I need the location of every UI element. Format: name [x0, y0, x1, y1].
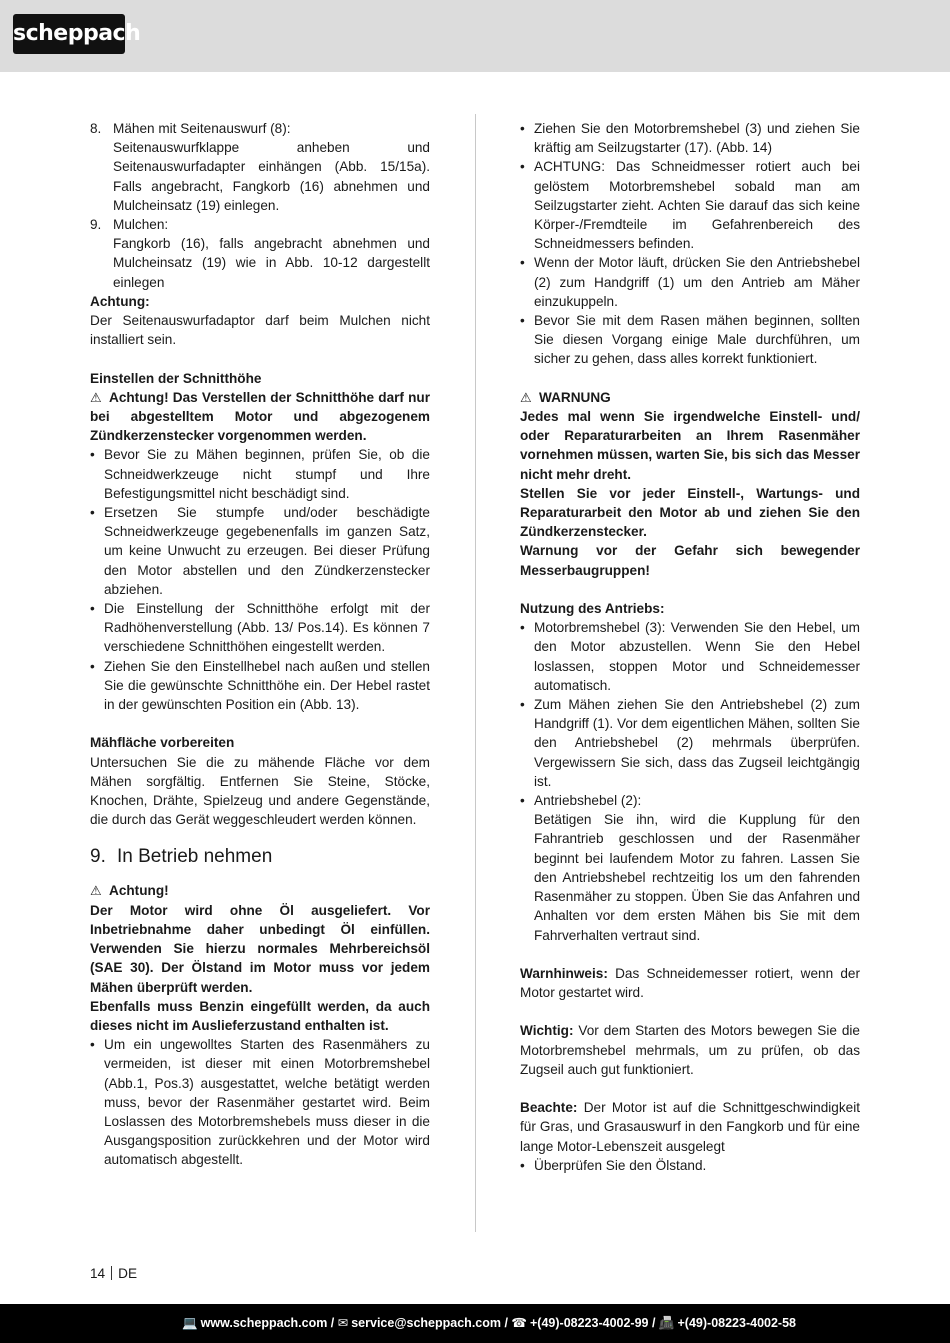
list-item-9: 9. Mulchen: Fangkorb (16), falls angebracht abnehmen und Mulcheinsatz (19) wie in Abb. 10-12 dargestellt einlegen: [90, 215, 430, 292]
list-item: • Wenn der Motor läuft, drücken Sie den Antriebshebel (2) zum Handgriff (1) um den Antrieb am Mäher einzukuppeln.: [520, 253, 860, 311]
list-item: • Ziehen Sie den Motorbremshebel (3) und ziehen Sie kräftig am Seilzugstarter (17). (Abb. 14): [520, 119, 860, 157]
warnung-heading: ⚠ WARNUNG: [520, 388, 860, 407]
computer-icon: 💻: [182, 1316, 198, 1330]
operation-list: [90, 1035, 430, 1169]
scheppach-logo: scheppach: [13, 14, 125, 54]
mow-area-heading: Mähfläche vorbereiten: [90, 735, 235, 751]
oil-notice: Der Motor wird ohne Öl ausgeliefert. Vor Inbetriebnahme daher unbedingt Öl einfüllen. Verwenden Sie hierzu normales Mehrbereichsöl (SAE 30). Der Ölstand im Motor muss vor jedem Mähen überprüft werden.: [90, 902, 430, 995]
start-list: [520, 119, 860, 369]
list-item: • Ziehen Sie den Einstellhebel nach außen und stellen Sie die gewünschte Schnitthöhe ein. Der Hebel rastet in der gewünschten Position ein (Abb. 13).: [90, 657, 430, 715]
item-title: Mulchen:: [113, 217, 169, 233]
cut-height-list: [90, 445, 430, 714]
list-item: • ACHTUNG: Das Schneidmesser rotiert auch bei gelöstem Motorbremshebel sobald man am Seilzugstarter zieht. Achten Sie darauf das sich keine Körper-/Fremdteile im Gefahrenbereich des Schneidmessers befinden.: [520, 157, 860, 253]
footer-contact: 💻 www.scheppach.com / ✉ service@scheppach.com / ☎ +(49)-08223-4002-99 / 📠 +(49)-08223-4002-58: [182, 1304, 796, 1343]
header-band: [0, 0, 950, 72]
list-item: • Antriebshebel (2): Betätigen Sie ihn, wird die Kupplung für den Fahrantrieb geschlossen und der Rasenmäher beginnt bei laufendem Motor zu fahren. Lassen Sie den Antriebshebel rechtzeitig los um den fahrenden Rasenmäher zu stoppen. Üben Sie das Anfahren und Anhalten vor dem ersten Mähen bis Sie mit dem Fahrverhalten vertraut sind.: [520, 791, 860, 945]
warnung-text-3: Warnung vor der Gefahr sich bewegender Messerbaugruppen!: [520, 543, 860, 578]
warning-triangle-icon: ⚠: [90, 389, 102, 405]
cut-height-warning: ⚠ Achtung! Das Verstellen der Schnitthöhe darf nur bei abgestelltem Motor und abgezogenem Zündkerzenstecker vorgenommen werden.: [90, 389, 430, 444]
achtung-label: Achtung:: [90, 293, 150, 309]
achtung-text: Der Seitenauswurfadaptor darf beim Mulchen nicht installiert sein.: [90, 313, 430, 348]
warnung-text-2: Stellen Sie vor jeder Einstell-, Wartungs- und Reparaturarbeit den Motor ab und ziehen Sie den Zündkerzenstecker.: [520, 485, 860, 540]
operation-achtung: ⚠ Achtung!: [90, 881, 430, 900]
section-heading: 9. In Betrieb nehmen: [90, 846, 273, 868]
item-text: Fangkorb (16), falls angebracht abnehmen und Mulcheinsatz (19) wie in Abb. 10-12 dargestellt einlegen: [113, 236, 430, 290]
warnhinweis: Warnhinweis: Das Schneidemesser rotiert, wenn der Motor gestartet wird.: [520, 965, 860, 1001]
list-item: • Motorbremshebel (3): Verwenden Sie den Hebel, um den Motor abzustellen. Wenn Sie den Hebel loslassen, stoppen Motor und Schneidemesser automatisch.: [520, 618, 860, 695]
right-column: [520, 119, 860, 1175]
warning-triangle-icon: ⚠: [520, 389, 532, 405]
warning-triangle-icon: ⚠: [90, 883, 102, 899]
drive-heading: Nutzung des Antriebs:: [520, 601, 665, 617]
left-column: [90, 119, 430, 1170]
wichtig: Wichtig: Vor dem Starten des Motors bewegen Sie die Motorbremshebel mehrmals, um zu prüfen, ob das Zugseil auch gut funktioniert.: [520, 1023, 860, 1077]
mail-icon: ✉: [337, 1316, 349, 1330]
note-list: [520, 1156, 860, 1175]
cut-height-heading: Einstellen der Schnitthöhe: [90, 370, 262, 386]
fax-icon: 📠: [658, 1316, 675, 1330]
website-link[interactable]: www.scheppach.com: [200, 1316, 328, 1330]
list-item: • Überprüfen Sie den Ölstand.: [520, 1156, 860, 1175]
fax-number: +(49)-08223-4002-58: [677, 1316, 796, 1330]
list-item: • Um ein ungewolltes Starten des Rasenmähers zu vermeiden, ist dieser mit einen Motorbremshebel (Abb.1, Pos.3) ausgestattet, welche betätigt werden muss, bevor der Rasenmäher gestartet wird. Beim Loslassen des Motorbremshebels muss dieser in die Ausgangsposition zurückkehren und der Motor wird automatisch abgestellt.: [90, 1035, 430, 1169]
list-item: • Bevor Sie mit dem Rasen mähen beginnen, sollten Sie diesen Vorgang einige Male durchführen, um sicher zu gehen, dass alles korrekt funktioniert.: [520, 311, 860, 369]
list-item: • Ersetzen Sie stumpfe und/oder beschädigte Schneidwerkzeuge gegebenenfalls im ganzen Satz, um keine Unwucht zu erzeugen. Bei dieser Prüfung den Motor abstellen und den Zündkerzenstecker abziehen.: [90, 503, 430, 599]
list-item: • Bevor Sie zu Mähen beginnen, prüfen Sie, ob die Schneidwerkzeuge nicht stumpf und Ihre Befestigungsmittel nicht beschädigt sind.: [90, 445, 430, 503]
mow-area-text: Untersuchen Sie die zu mähende Fläche vor dem Mähen sorgfältig. Entfernen Sie Steine, Stöcke, Knochen, Drähte, Spielzeug und andere Gegenstände, die durch das Gerät weggeschleudert werden können.: [90, 754, 430, 828]
list-item: • Die Einstellung der Schnitthöhe erfolgt mit der Radhöhenverstellung (Abb. 13/ Pos.14). Es können 7 verschiedene Schnitthöhen eingestellt werden.: [90, 599, 430, 657]
column-divider: [475, 114, 476, 1232]
phone-icon: ☎: [511, 1316, 527, 1330]
drive-list: [520, 618, 860, 944]
email-link[interactable]: service@scheppach.com: [351, 1316, 501, 1330]
phone-number: +(49)-08223-4002-99: [530, 1316, 649, 1330]
list-item: • Zum Mähen ziehen Sie den Antriebshebel (2) zum Handgriff (1). Vor dem eigentlichen Mähen, sollten Sie den Antriebshebel (2) mehrmals überprüfen. Vergewissern Sie sich, dass das Zugseil leichtgängig ist.: [520, 695, 860, 791]
fuel-notice: Ebenfalls muss Benzin eingefüllt werden, da auch dieses nicht im Auslieferzustand enthalten ist.: [90, 998, 430, 1033]
page-number: 14 DE: [90, 1266, 138, 1281]
item-text: Seitenauswurfklappe anheben und Seitenauswurfadapter einhängen (Abb. 15/15a). Falls angebracht, Fangkorb (16) abnehmen und Mulcheinsatz (19) einlegen.: [113, 140, 430, 213]
item-title: Mähen mit Seitenauswurf (8):: [113, 121, 291, 136]
warnung-text-1: Jedes mal wenn Sie irgendwelche Einstell- und/ oder Reparaturarbeiten an Ihrem Rasenmäher vornehmen müssen, warten Sie, bis sich das Messer nicht mehr dreht.: [520, 409, 860, 482]
list-item-8: 8. Mähen mit Seitenauswurf (8): Seitenauswurfklappe anheben und Seitenauswurfadapter einhängen (Abb. 15/15a). Falls angebracht, Fangkorb (16) abnehmen und Mulcheinsatz (19) einlegen.: [90, 119, 430, 215]
footer-band: [0, 1304, 950, 1343]
beachte: Beachte: Der Motor ist auf die Schnittgeschwindigkeit für Gras, und Grasauswurf in den Fangkorb und für eine lange Motor-Lebenszeit ausgelegt: [520, 1100, 860, 1154]
